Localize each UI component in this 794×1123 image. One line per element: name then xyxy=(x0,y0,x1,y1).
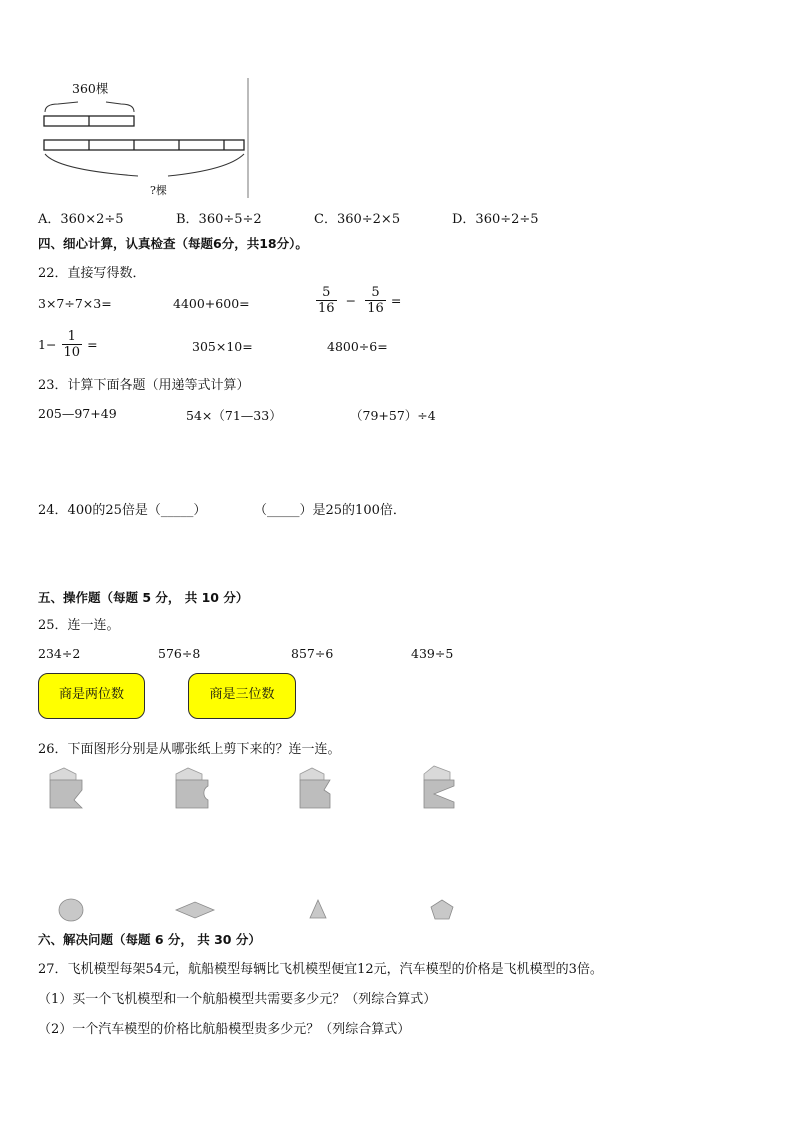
rhombus-icon[interactable] xyxy=(174,900,216,920)
folded-paper-triangle-cut-icon[interactable] xyxy=(296,766,336,812)
bubble-two-digit-quotient[interactable]: 商是两位数 xyxy=(38,673,145,719)
q23-item-3: （79+57）÷4 xyxy=(350,408,436,423)
q22-item-5: 305×10= xyxy=(192,339,253,354)
q23-title: 23．计算下面各题（用递等式计算） xyxy=(38,378,250,393)
q22-item-6: 4800÷6= xyxy=(327,339,388,354)
segment-diagram xyxy=(38,74,253,202)
segment-diagram-svg xyxy=(38,74,253,202)
fraction-a: $\frac{5}{16}$ xyxy=(318,285,335,316)
q21-option-c[interactable]: C．360÷2×5 xyxy=(314,212,401,227)
q24-part-1: 24．400的25倍是（_____） xyxy=(38,503,207,518)
q25-expr-1[interactable]: 234÷2 xyxy=(38,646,81,661)
fraction-c: $\frac{1}{10}$ xyxy=(63,329,81,360)
pentagon-icon[interactable] xyxy=(428,898,456,922)
q27-stem: 27．飞机模型每架54元，航船模型每辆比飞机模型便宜12元，汽车模型的价格是飞机模型的3倍。 xyxy=(38,962,603,977)
folded-paper-wedge-icon[interactable] xyxy=(420,764,460,812)
triangle-icon[interactable] xyxy=(308,898,328,920)
diagram-bottom-label: ?棵 xyxy=(150,184,167,197)
q23-item-1: 205—97+49 xyxy=(38,406,117,421)
folded-paper-semicircle-icon[interactable] xyxy=(172,766,212,812)
section-6-title: 六、解决问题（每题 6 分， 共 30 分） xyxy=(38,932,261,947)
q24-part-2: （_____）是25的100倍． xyxy=(254,503,406,518)
q22-item-2: 4400+600= xyxy=(173,296,250,311)
q25-expr-3[interactable]: 857÷6 xyxy=(291,646,334,661)
section-5-title: 五、操作题（每题 5 分， 共 10 分） xyxy=(38,590,249,605)
q22-title: 22．直接写得数． xyxy=(38,266,146,281)
diagram-top-label: 360棵 xyxy=(72,81,109,96)
q21-option-b[interactable]: B．360÷5÷2 xyxy=(176,212,262,227)
folded-paper-notch-icon[interactable] xyxy=(46,766,86,812)
q25-expr-4[interactable]: 439÷5 xyxy=(411,646,454,661)
q22-item-1: 3×7÷7×3= xyxy=(38,296,112,311)
fraction-b: $\frac{5}{16}$ xyxy=(367,285,384,316)
q27-sub-2: （2）一个汽车模型的价格比航船模型贵多少元？（列综合算式） xyxy=(38,1022,411,1037)
q21-option-d[interactable]: D．360÷2÷5 xyxy=(452,212,539,227)
q25-title: 25．连一连。 xyxy=(38,618,120,633)
section-4-title: 四、细心计算，认真检查（每题6分，共18分）。 xyxy=(38,236,308,251)
q21-option-a[interactable]: A．360×2÷5 xyxy=(38,212,124,227)
q22-item-4: 1− $\frac{1}{10}$ = xyxy=(38,329,98,360)
q22-item-3: $\frac{5}{16}$ − $\frac{5}{16}$ = xyxy=(318,285,402,316)
bubble-three-digit-quotient[interactable]: 商是三位数 xyxy=(188,673,296,719)
q27-sub-1: （1）买一个飞机模型和一个航船模型共需要多少元？（列综合算式） xyxy=(38,992,437,1007)
circle-icon[interactable] xyxy=(56,897,86,923)
q26-title: 26．下面图形分别是从哪张纸上剪下来的？连一连。 xyxy=(38,742,341,757)
q25-expr-2[interactable]: 576÷8 xyxy=(158,646,201,661)
q23-item-2: 54×（71—33） xyxy=(186,408,282,423)
